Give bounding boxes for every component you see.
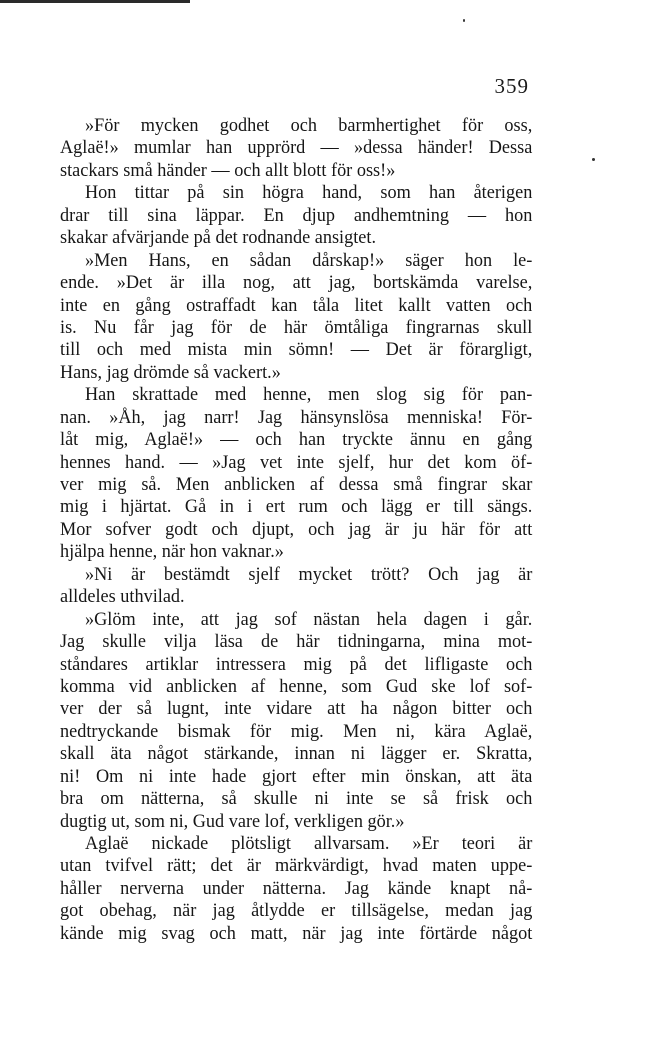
text-line: Aglaë nickade plötsligt allvarsam. »Er teori är: [84, 833, 533, 854]
text-line: ståndares artiklar intressera mig på det lifligaste och: [60, 653, 533, 675]
text-line: »Ni är bestämdt sjelf mycket trött? Och jag är: [84, 563, 533, 585]
text-line: ver der så lugnt, inte vidare att ha någon bitter och: [60, 698, 533, 720]
text-line: dugtig ut, som ni, Gud vare lof, verkligen gör.»: [60, 810, 405, 832]
text-line: ende. »Det är illa nog, att jag, bortskämda varelse,: [60, 272, 533, 294]
text-line: Aglaë!» mumlar han upprörd — »dessa händer! Dessa: [60, 137, 533, 159]
text-line: hjälpa henne, när hon vaknar.»: [60, 541, 284, 563]
page-number: 359: [494, 74, 529, 98]
text-line: komma vid anblicken af henne, som Gud ske lof sof-: [60, 675, 533, 697]
text-line: bra om nätterna, så skulle ni inte se så frisk och: [60, 788, 533, 810]
text-line: nedtryckande bismak för mig. Men ni, kära Aglaë,: [60, 720, 533, 742]
text-line: Han skrattade med henne, men slog sig för pan-: [84, 384, 533, 406]
text-line: »Men Hans, en sådan dårskap!» säger hon le-: [84, 249, 533, 271]
text-line: inte en gång ostraffadt kan tåla litet kallt vatten och: [60, 294, 533, 316]
scan-speck: [463, 19, 465, 22]
text-line: ver mig så. Men anblicken af dessa små fingrar skar: [60, 474, 533, 495]
top-scan-edge: [0, 0, 190, 3]
text-line: låt mig, Aglaë!» — och han tryckte ännu en gång: [60, 429, 533, 451]
text-line: mig i hjärtat. Gå in i ert rum och lägg er till sängs.: [60, 496, 533, 518]
text-line: skall äta något stärkande, innan ni lägger er. Skratta,: [60, 743, 533, 765]
text-line: hennes hand. — »Jag vet inte sjelf, hur det kom öf-: [60, 451, 533, 473]
text-line: kände mig svag och matt, när jag inte förtärde något: [60, 922, 533, 944]
text-line: »För mycken godhet och barmhertighet för oss,: [84, 115, 533, 136]
text-line: stackars små händer — och allt blott för oss!»: [60, 159, 396, 181]
scan-speck: [592, 158, 595, 161]
text-line: till och med mista min sömn! — Det är förargligt,: [60, 339, 533, 361]
text-line: »Glöm inte, att jag sof nästan hela dagen i går.: [84, 608, 533, 630]
text-line: utan tvifvel rätt; det är märkvärdigt, hvad maten uppe-: [60, 855, 533, 877]
body-text: [60, 115, 532, 945]
text-line: Jag skulle vilja läsa de här tidningarna, mina mot-: [60, 631, 533, 653]
text-line: skakar afvärjande på det rodnande ansigtet.: [60, 227, 377, 249]
text-line: Hans, jag drömde så vackert.»: [60, 361, 281, 383]
text-line: Hon tittar på sin högra hand, som han återigen: [84, 182, 533, 204]
text-line: ni! Om ni inte hade gjort efter min önskan, att äta: [60, 765, 533, 787]
text-line: drar till sina läppar. En djup andhemtning — hon: [60, 204, 533, 226]
text-line: Mor sofver godt och djupt, och jag är ju här för att: [60, 518, 533, 540]
text-line: got obehag, när jag åtlydde er tillsägelse, medan jag: [60, 900, 533, 922]
text-line: nan. »Åh, jag narr! Jag hänsynslösa menniska! För-: [60, 406, 533, 428]
text-line: alldeles uthvilad.: [60, 586, 185, 608]
text-line: is. Nu får jag för de här ömtåliga fingrarnas skull: [60, 316, 533, 338]
text-line: håller nerverna under nätterna. Jag kände knapt nå-: [60, 877, 533, 899]
